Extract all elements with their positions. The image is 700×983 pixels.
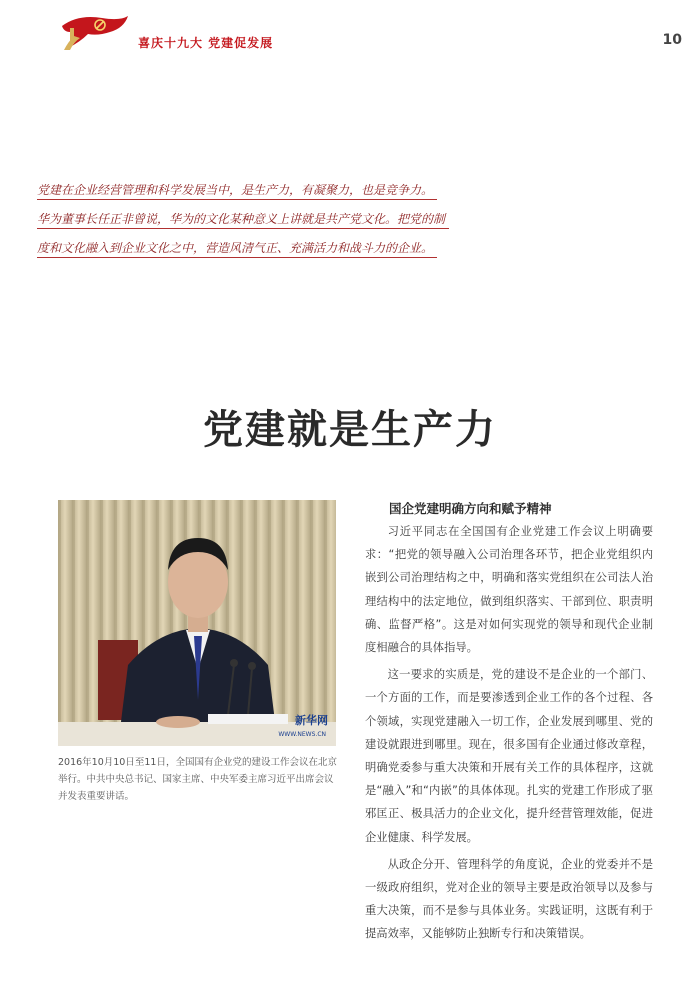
article-paragraph: 这一要求的实质是，党的建设不是企业的一个部门、一个方面的工作，而是要渗透到企业工作的各个过程、各个领域，实现党建融入一切工作，企业发展到哪里、党的建设就跟进到哪里。现在，很多国有企业通过修改章程，明确党委参与重大决策和开展有关工作的具体程序，这就是“融入”和“内嵌”的具体体现。扎实的党建工作形成了驱邪匡正、极具活力的企业文化，提升经营管理效能，促进企业健康、科学发展。 <box>365 668 653 844</box>
quote-line: 华为董事长任正非曾说，华为的文化某种意义上讲就是共产党文化。把党的制 <box>37 212 449 229</box>
speaker-photo-illustration <box>58 500 336 746</box>
page-title: 党建就是生产力 <box>203 406 497 453</box>
news-photo <box>58 500 336 746</box>
watermark-url: WWW.NEWS.CN <box>278 731 326 738</box>
header-title: 喜庆十九大 党建促发展 <box>138 36 274 50</box>
page-number: 10 <box>662 32 682 48</box>
quote-line: 党建在企业经营管理和科学发展当中，是生产力，有凝聚力，也是竞争力。 <box>37 183 437 200</box>
quote-line: 度和文化融入到企业文化之中，营造风清气正、充满活力和战斗力的企业。 <box>37 241 437 258</box>
watermark: 新华网 <box>295 714 328 727</box>
pull-quote <box>37 183 517 270</box>
photo-caption: 2016年10月10日至11日，全国国有企业党的建设工作会议在北京举行。中共中央总书记、国家主席、中央军委主席习近平出席会议并发表重要讲话。 <box>58 757 337 802</box>
page-header <box>0 0 700 60</box>
article-paragraph: 习近平同志在全国国有企业党建工作会议上明确要求：“把党的领导融入公司治理各环节，把企业党组织内嵌到公司治理结构之中，明确和落实党组织在公司法人治理结构中的法定地位，做到组织落实、干部到位、职责明确、监督严格”。这是对如何实现党的领导和现代企业制度相融合的具体指导。 <box>365 525 653 655</box>
article-paragraph: 从政企分开、管理科学的角度说，企业的党委并不是一级政府组织，党对企业的领导主要是政治领导以及参与重大决策，而不是参与具体业务。实践证明，这既有利于提高效率，又能够防止独断专行和决策错误。 <box>365 857 653 941</box>
party-emblem-logo <box>58 12 130 52</box>
article-body <box>365 520 653 946</box>
section-heading: 国企党建明确方向和赋予精神 <box>389 501 552 516</box>
